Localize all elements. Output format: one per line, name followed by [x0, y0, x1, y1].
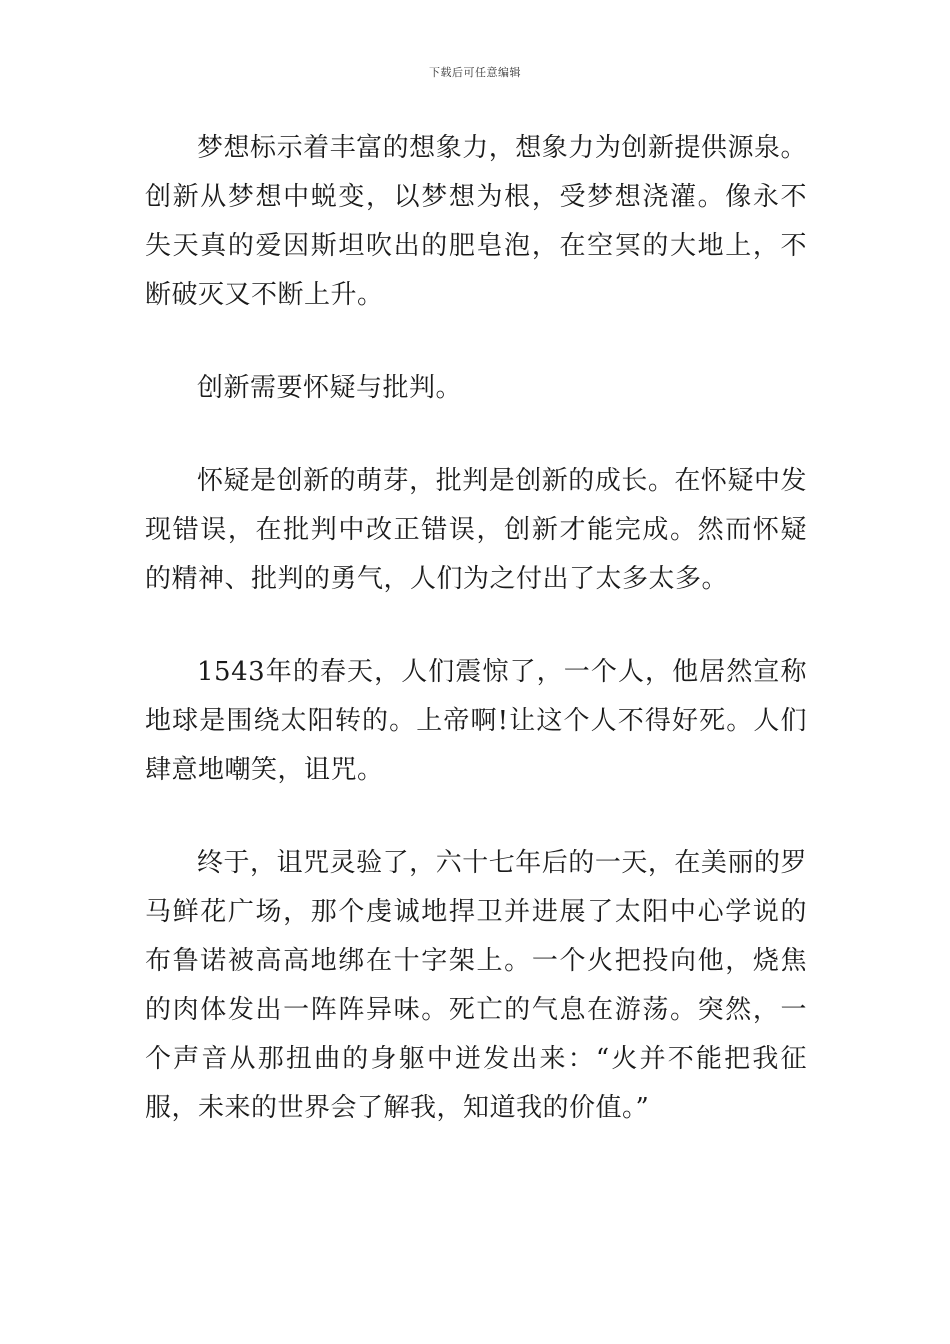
paragraph-dream-imagination: 梦想标示着丰富的想象力，想象力为创新提供源泉。创新从梦想中蜕变，以梦想为根，受梦想浇灌。像永不失天真的爱因斯坦吹出的肥皂泡，在空冥的大地上，不断破灭又不断上升。 [145, 133, 807, 310]
page-header: 下载后可任意编辑 [429, 66, 521, 79]
paragraph-1543-spring: 1543年的春天，人们震惊了，一个人，他居然宣称地球是围绕太阳转的。上帝啊!让这个人不得好死。人们肆意地嘲笑，诅咒。 [145, 657, 807, 785]
paragraph-doubt-and-criticism: 创新需要怀疑与批判。 [197, 373, 463, 403]
document-body [145, 124, 807, 1177]
paragraph-doubt-is-sprout: 怀疑是创新的萌芽，批判是创新的成长。在怀疑中发现错误，在批判中改正错误，创新才能完成。然而怀疑的精神、批判的勇气，人们为之付出了太多太多。 [145, 466, 807, 594]
paragraph-bruno: 终于，诅咒灵验了，六十七年后的一天，在美丽的罗马鲜花广场，那个虔诚地捍卫并进展了太阳中心学说的布鲁诺被高高地绑在十字架上。一个火把投向他，烧焦的肉体发出一阵阵异味。死亡的气息在游荡。突然，一个声音从那扭曲的身躯中迸发出来：“火并不能把我征服，未来的世界会了解我，知道我的价值。” [145, 848, 807, 1123]
